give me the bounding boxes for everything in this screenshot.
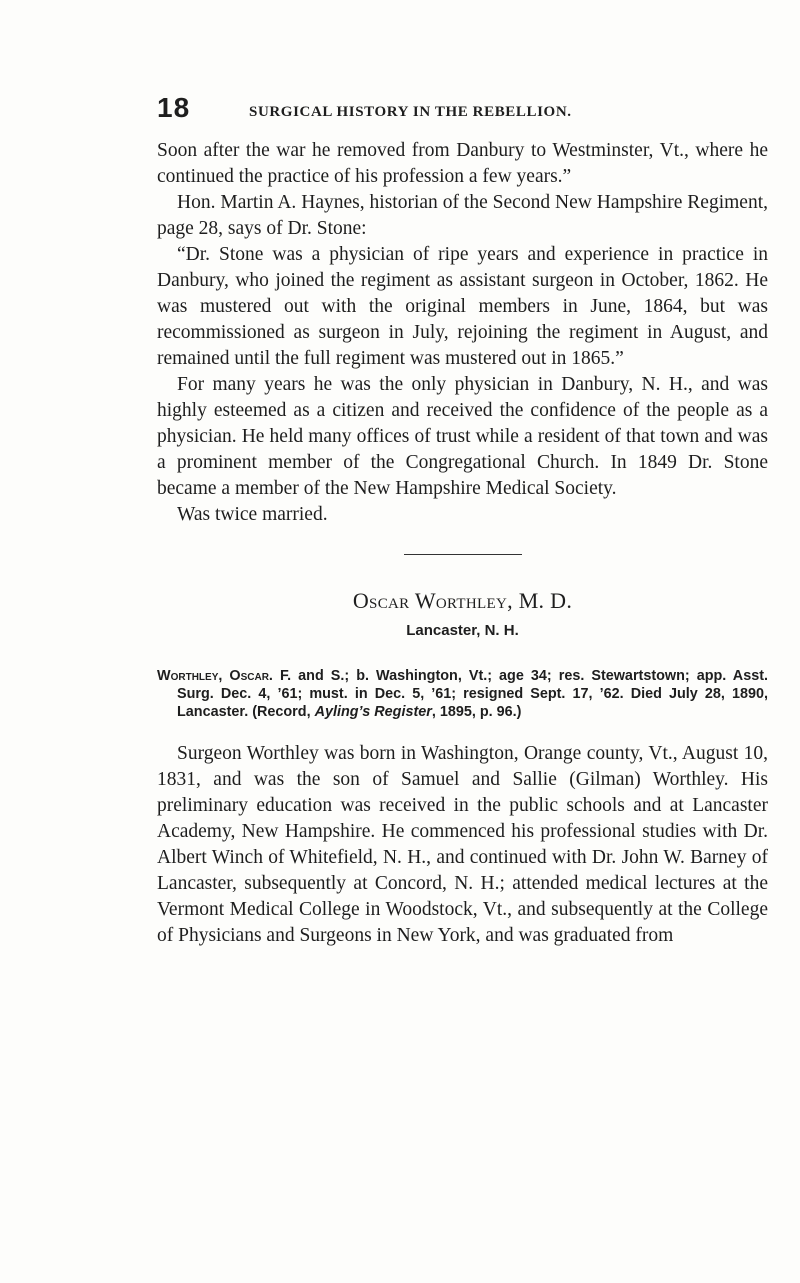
- paragraph: Hon. Martin A. Haynes, historian of the Second New Hampshire Regiment, page 28, says of Dr. Stone:: [157, 192, 768, 239]
- entry-place: Lancaster, N. H.: [406, 622, 519, 639]
- service-record: [157, 667, 768, 721]
- page-number: 18: [157, 92, 191, 123]
- text-block-bottom: [157, 741, 768, 949]
- section-divider: [404, 554, 522, 555]
- record-tail: , 1895, p. 96.): [431, 704, 522, 720]
- paragraph: Surgeon Worthley was born in Washington, Orange county, Vt., August 10, 1831, and was the son of Samuel and Sallie (Gilman) Worthley. His preliminary education was received in the public schools and at Lancaster Academy, New Hampshire. He commenced his professional studies with Dr. Albert Winch of Whitefield, N. H., and continued with Dr. John W. Barney of Lancaster, subsequently at Concord, N. H.; attended medical lectures at the Vermont Medical College in Woodstock, Vt., and subsequently at the College of Physicians and Surgeons in New York, and was graduated from: [157, 743, 768, 946]
- paragraph: Was twice married.: [177, 504, 328, 525]
- text-block-top: [157, 138, 768, 528]
- record-name: Worthley, Oscar.: [157, 668, 273, 684]
- record-text: F. and S.; b. Washington, Vt.; age 34; res. Stewartstown; app. Asst. Surg. Dec. 4, ’61; must. in Dec. 5, ’61; resigned Sept. 17, ’62. Died July 28, 1890, Lancaster. (Record,: [177, 668, 768, 720]
- entry-heading: Oscar Worthley, M. D.: [352, 588, 573, 613]
- record-source: Ayling’s Register: [314, 704, 432, 720]
- running-title: SURGICAL HISTORY IN THE REBELLION.: [249, 104, 572, 120]
- paragraph: Soon after the war he removed from Danbury to Westminster, Vt., where he continued the practice of his profession a few years.”: [157, 140, 768, 187]
- page-header: [157, 92, 768, 128]
- quotation-paragraph: “Dr. Stone was a physician of ripe years and experience in practice in Danbury, who joined the regiment as assistant surgeon in October, 1862. He was mustered out with the original members in June, 1864, but was recommissioned as surgeon in July, rejoining the regiment in August, and remained until the full regiment was mustered out in 1865.”: [157, 244, 768, 369]
- book-page: [157, 92, 768, 949]
- paragraph: For many years he was the only physician in Danbury, N. H., and was highly esteemed as a citizen and received the confidence of the people as a physician. He held many offices of trust while a resident of that town and was a prominent member of the Congregational Church. In 1849 Dr. Stone became a member of the New Hampshire Medical Society.: [157, 374, 768, 499]
